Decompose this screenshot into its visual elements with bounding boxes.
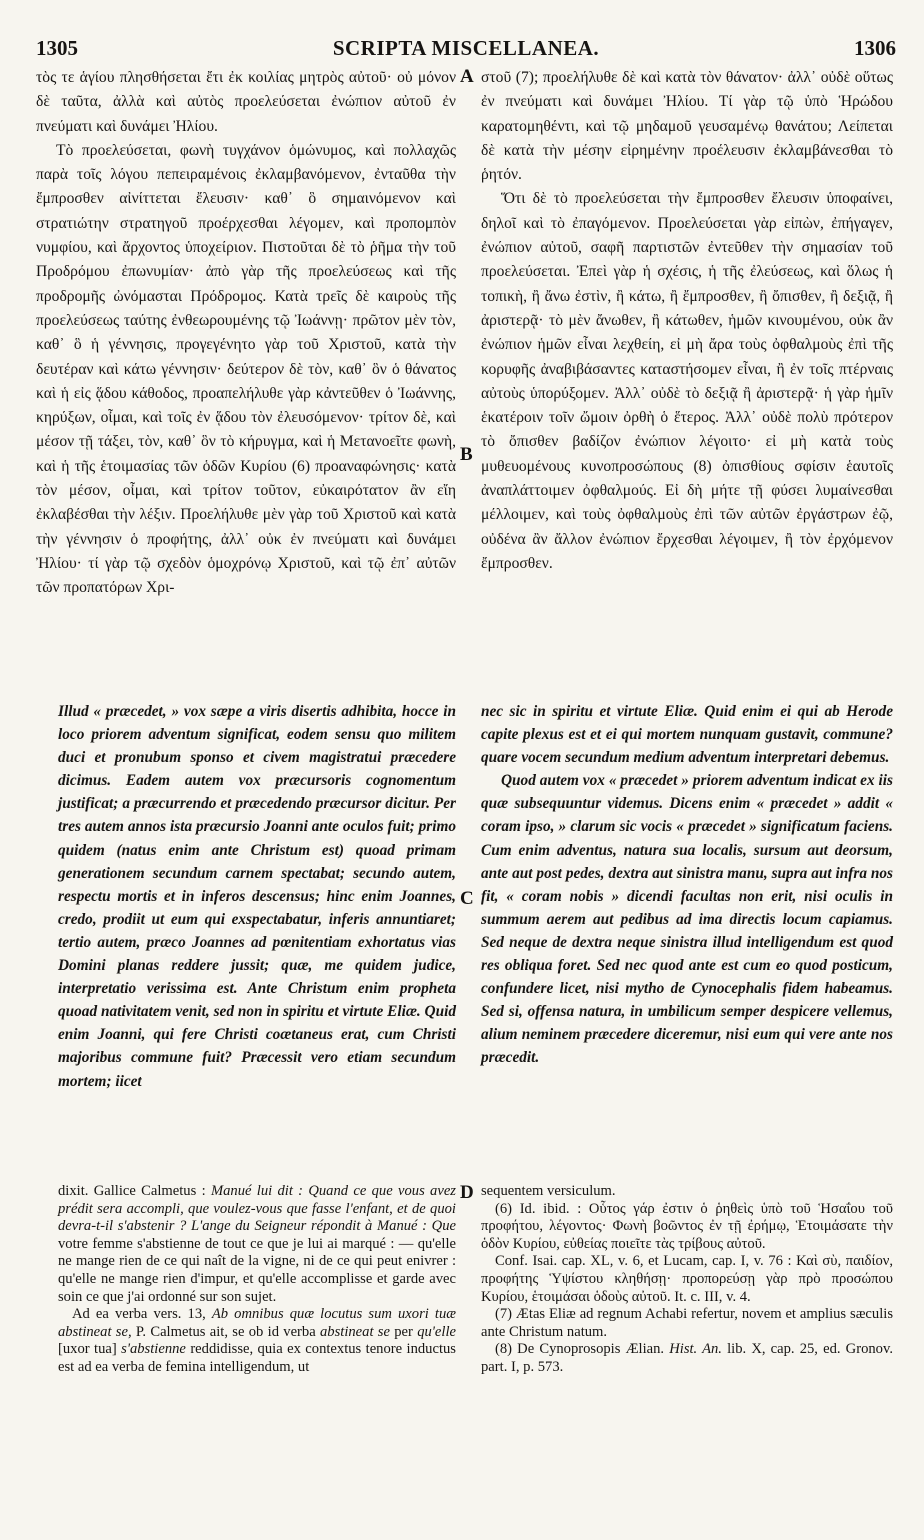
note-quote: Ab omnibus quæ locutus sum uxori tuæ abstineat se, [58,1306,456,1340]
margin-letter-d: D [460,1182,474,1203]
greek-paragraph: Τὸ προελεύσεται, φωνὴ τυγχάνον ὁμώνυμος, καὶ πολλαχῶς παρὰ τοῖς λόγου πεπειραμένοις ἐκλαμβανόμενον, ἐνταῦθα τὴν ἔμπροσθεν αἰνίττεται ἔλευσιν· καθ᾽ ὃ σημαινόμενον καὶ στρατιώτην στρατηγοῦ προέρχεσθαι λέγομεν, καὶ προπομπὸν νυμφίου, καὶ ἄρχοντος ὑποχείριον. Πιστοῦται δὲ τὸ ῥῆμα τὴν τοῦ Προδρόμου ἐπωνυμίαν· ἀπὸ γὰρ τῆς προελεύσεως καὶ τῆς προδρομῆς ὠνόμασται Πρόδρομος. Κατὰ τρεῖς δὲ καιροὺς τῆς προελεύσεως ταύτης ἐνθεωρουμένης τῷ Ἰωάννῃ· πρῶτον μὲν τὸν, καθ᾽ ὃ ἡ γέννησις, προγεγένητο γὰρ τοῦ Χριστοῦ, κατὰ τὴν δευτέραν καὶ κάτω γέννησιν· δεύτερον δὲ τὸν, καθ᾽ ὃν ὁ θάνατος καὶ ἡ εἰς ᾅδου κάθοδος, προαπελήλυθε γὰρ κἀντεῦθεν ὁ Ἰωάννης, κηρύξων, οἶμαι, καὶ τοῖς ἐν ᾅδου τὸν ἐλευσόμενον· τρίτον δὲ, καὶ μέσον τῇ τάξει, τὸν, καθ᾽ ὃν τὸ κήρυγμα, καὶ ἡ Μετανοεῖτε φωνὴ, καὶ ἡ τῆς ἑτοιμασίας τῶν ὁδῶν Κυρίου (6) προαναφώνησις· κατὰ τὸν μέσον, οἶμαι, καὶ τρίτον τοῦτον, εὐκαιρότατον ἂν εἴη ἐκλαβέσθαι τὴν λέξιν. Προελήλυθε μὲν γὰρ τοῦ Χριστοῦ καὶ κατὰ τὴν γέννησιν ὁ προφήτης, ἀλλ᾽ οὐκ ἐν πνεύματι καὶ δυνάμει Ἠλίου· τί γὰρ τῷ σχεδὸν ὁμοχρόνῳ Χριστοῦ, καὶ τῷ ἐπ᾽ αὐτῶν τῶν προπατόρων Χρι- [36,141,456,597]
footnote-8 [481,1341,893,1376]
note-text: dixit. Gallice Calmetus : [58,1183,211,1199]
greek-text-right [481,66,893,576]
latin-paragraph: Quod autem vox « præcedet » priorem adventum indicat ex iis quæ subsequuntur videmus. Dicens enim « præcedet » addit « coram ipso, » clarum sic vocis « præcedet » significatum faciens. Cum enim adventus, natura sua localis, sursum aut deorsum, ante aut post pedes, dextra aut sinistra manu, supra aut infra nos fit, « coram nobis » dicendi facultas non erit, nisi oculis in summum aerem aut pedibus ad ima directis locum capiamus. Sed neque de dextra neque sinistra illud intelligendum est quod res obliqua foret. Sed nec quod ante est cum eo quod posticum, confundere licet, nisi mytho de Cynocephalis fidem habeamus. Sed si, offensa natura, in umbilicum semper despicere vellemus, alium neminem præcedere diceremur, nisi eum qui vere ante nos præcedit. [481,772,893,1067]
greek-paragraph: στοῦ (7); προελήλυθε δὲ καὶ κατὰ τὸν θάνατον· ἀλλ᾽ οὐδὲ οὕτως ἐν πνεύματι καὶ δυνάμει Ἠλίου. Τί γὰρ τῷ ὑπὸ Ἡρώδου καρατομηθέντι, καὶ τῷ μηδαμοῦ γευσαμένῳ θανάτου; Λείπεται δὲ κατὰ τὴν μέσην εἰρημένην προέλευσιν ἐκλαμβάνεσθαι τὸ ῥητόν. [481,69,893,184]
note-paragraph [58,1183,456,1306]
margin-letter-a: A [460,66,474,87]
page-number-right: 1306 [854,36,896,60]
page-number-left: 1305 [36,36,78,60]
note-text: (8) De Cynoprosopis Ælian. [495,1341,670,1358]
notes-right [481,1183,893,1377]
note-quote: s'abstienne [121,1341,186,1358]
latin-text-right [481,700,893,1070]
note-quote: Manué lui dit : Quand ce que vous avez prédit sera accompli, que voulez-vous que fasse l'enfant, et de quoi devra-t-il s'abstenir ? L'ange du Seigneur répondit à Manué : [58,1183,456,1235]
note-text: per [389,1323,418,1340]
greek-text-left [36,66,456,601]
note-quote: abstineat se [320,1323,390,1340]
note-quote: Hist. An. [669,1341,722,1358]
note-quote: Que [431,1218,456,1235]
margin-letter-c: C [460,888,474,909]
running-title: SCRIPTA MISCELLANEA. [332,36,600,60]
note-text: Ad ea verba vers. 13, [72,1306,212,1323]
latin-paragraph: Illud « præcedet, » vox sæpe a viris disertis adhibita, hocce in loco priorem adventum significat, eodem sensu quo militem duci et pronubum sponso et civem magistratui præcedere dicimus. Eadem autem vox præcursoris cognomentum justificat; a præcurrendo et præcedendo præcursor dicitur. Per tres autem annos ista præcursio Joanni ante oculos fuit; primo quidem (natus enim ante Christum est) quoad primam generationem secundum carnem spectabat; secundo autem, respectu mortis et in inferos descensus; hinc enim Joannes, credo, prodiit ut eum qui exspectabatur, inferis annuntiaret; tertio autem, præco Joannes ad pœnitentiam exhortatus vias Domini planas reddere jussit; quæ, me quidem judice, interpretatio verissima est. Ante Christum enim propheta quoad nativitatem venit, sed non in spiritu et virtute Eliæ. Quid enim Joanni, qui fere Christi coætaneus erat, cum Christi majoribus commune fuit? Præcessit vero etiam secundum mortem; iicet [58,703,456,1090]
note-text: reddidisse, quia ex contextus tenore inductus est ad ea verba de femina intelligendum, ut [58,1341,456,1375]
note-text: [uxor tua] [58,1341,122,1358]
note-paragraph: sequentem versiculum. [481,1183,616,1199]
note-quote: qu'elle [417,1323,456,1340]
note-paragraph: Conf. Isai. cap. XL, v. 6, et Lucam, cap. I, v. 76 : Καὶ σὺ, παιδίον, προφήτης Ὑψίστου κληθήσῃ· προπορεύσῃ γὰρ πρὸ προσώπου Κυρίου, ἑτοιμάσαι ὁδοὺς αὐτοῦ. It. c. III, v. 4. [481,1253,893,1305]
greek-paragraph: τὸς τε ἁγίου πλησθήσεται ἔτι ἐκ κοιλίας μητρὸς αὐτοῦ· οὐ μόνον δὲ ταῦτα, ἀλλὰ καὶ αὐτὸς προελεύσεται ἐνώπιον αὐτοῦ ἐν πνεύματι καὶ δυνάμει Ἠλίου. [36,69,456,135]
note-text: votre femme s'abstienne de tout ce que je lui ai marqué : — qu'elle ne mange rien de ce qui naît de la vigne, ni de ce qui peut enivrer : qu'elle ne mange rien d'impur, et qu'elle accomplisse et garde avec soin ce que j'ai ordonné sur son sujet. [58,1235,456,1305]
note-paragraph [58,1306,456,1376]
footnote-7: (7) Ætas Eliæ ad regnum Achabi refertur, novem et amplius sæculis ante Christum natum. [481,1306,893,1340]
running-header [36,36,896,62]
notes-left [58,1183,456,1377]
latin-text-left [58,700,456,1093]
footnote-6: (6) Id. ibid. : Οὗτος γάρ ἐστιν ὁ ῥηθεὶς ὑπὸ τοῦ Ἡσαΐου τοῦ προφήτου, λέγοντος· Φωνὴ βοῶντος ἐν τῇ ἐρήμῳ, Ἑτοιμάσατε τὴν ὁδὸν Κυρίου, εὐθείας ποιεῖτε τὰς τρίβους αὐτοῦ. [481,1200,893,1252]
note-text: lib. X, cap. 25, ed. Gronov. part. I, p. 573. [481,1341,893,1375]
margin-letter-b: B [460,444,473,465]
note-text: P. Calmetus ait, se ob id verba [131,1323,320,1340]
latin-paragraph: nec sic in spiritu et virtute Eliæ. Quid enim ei qui ab Herode capite plexus est et ei qui mortem nunquam gustavit, commune? quare vocem secundum medium adventum interpretari debemus. [481,703,893,767]
greek-paragraph: Ὅτι δὲ τὸ προελεύσεται τὴν ἔμπροσθεν ἔλευσιν ὑποφαίνει, δηλοῖ καὶ τὸ ἐπαγόμενον. Προελεύσεται γὰρ εἰπὼν, ἐπήγαγεν, ἐνώπιον αὐτοῦ, σαφῆ παρτιστῶν ἐντεῦθεν τὴν σημασίαν τοῦ προελεύσεται. Ἐπεὶ γὰρ ἡ σχέσις, ἡ τῆς ἐλεύσεως, καὶ ὅλως ἡ τοπικὴ, ἢ ἄνω ἐστὶν, ἢ κάτω, ἢ ἔμπροσθεν, ἢ ὄπισθεν, ἢ δεξιᾷ, ἢ ἀριστερᾷ· τὸ μὲν ἄνωθεν, ἢ κάτωθεν, ἡμῶν κινουμένου, οὐκ ἂν ἐνώπιον ἡμῶν εἶναι λεχθείη, εἰ μὴ ἄρα τοὺς ὀφθαλμοὺς ἐπὶ τῆς κορυφῆς ἀναβιβάσαντες καταστήσομεν εἶναι, ἢ ἐν τοῖς πτέρναις αὐτοὺς ὑπορύξομεν. Ἀλλ᾽ οὐδὲ τὸ δεξιᾷ ἢ ἀριστερᾷ· ἡ γὰρ ἡμῖν ἑκατέροιν τοῖν ὤμοιν ὀρθὴ ὁ ἕτερος. Ἀλλ᾽ οὐδὲ πολὺ πρότερον τὸ ὄπισθεν βαδίζον ἐνώπιον λέγοιτο· εἰ μὴ κατὰ τοὺς μυθευομένους κυνοπροσώπους (8) ὀπισθίους σφίσιν ἑαυτοῖς ἀναπλάττοιμεν ὀφθαλμούς. Εἰ δὴ μήτε τῇ φύσει λυμαίνεσθαι μέλλοιμεν, καὶ τοὺς ὀφθαλμοὺς ἐπὶ τῶν αὐτῶν ἐργάστρων ἐῷ, οὐδένα ἂν ἄλλον ἐνώπιον ἔρχεσθαι λέγοιμεν, ἢ τὸν ἐρχόμενον ἔμπροσθεν. [481,190,893,572]
